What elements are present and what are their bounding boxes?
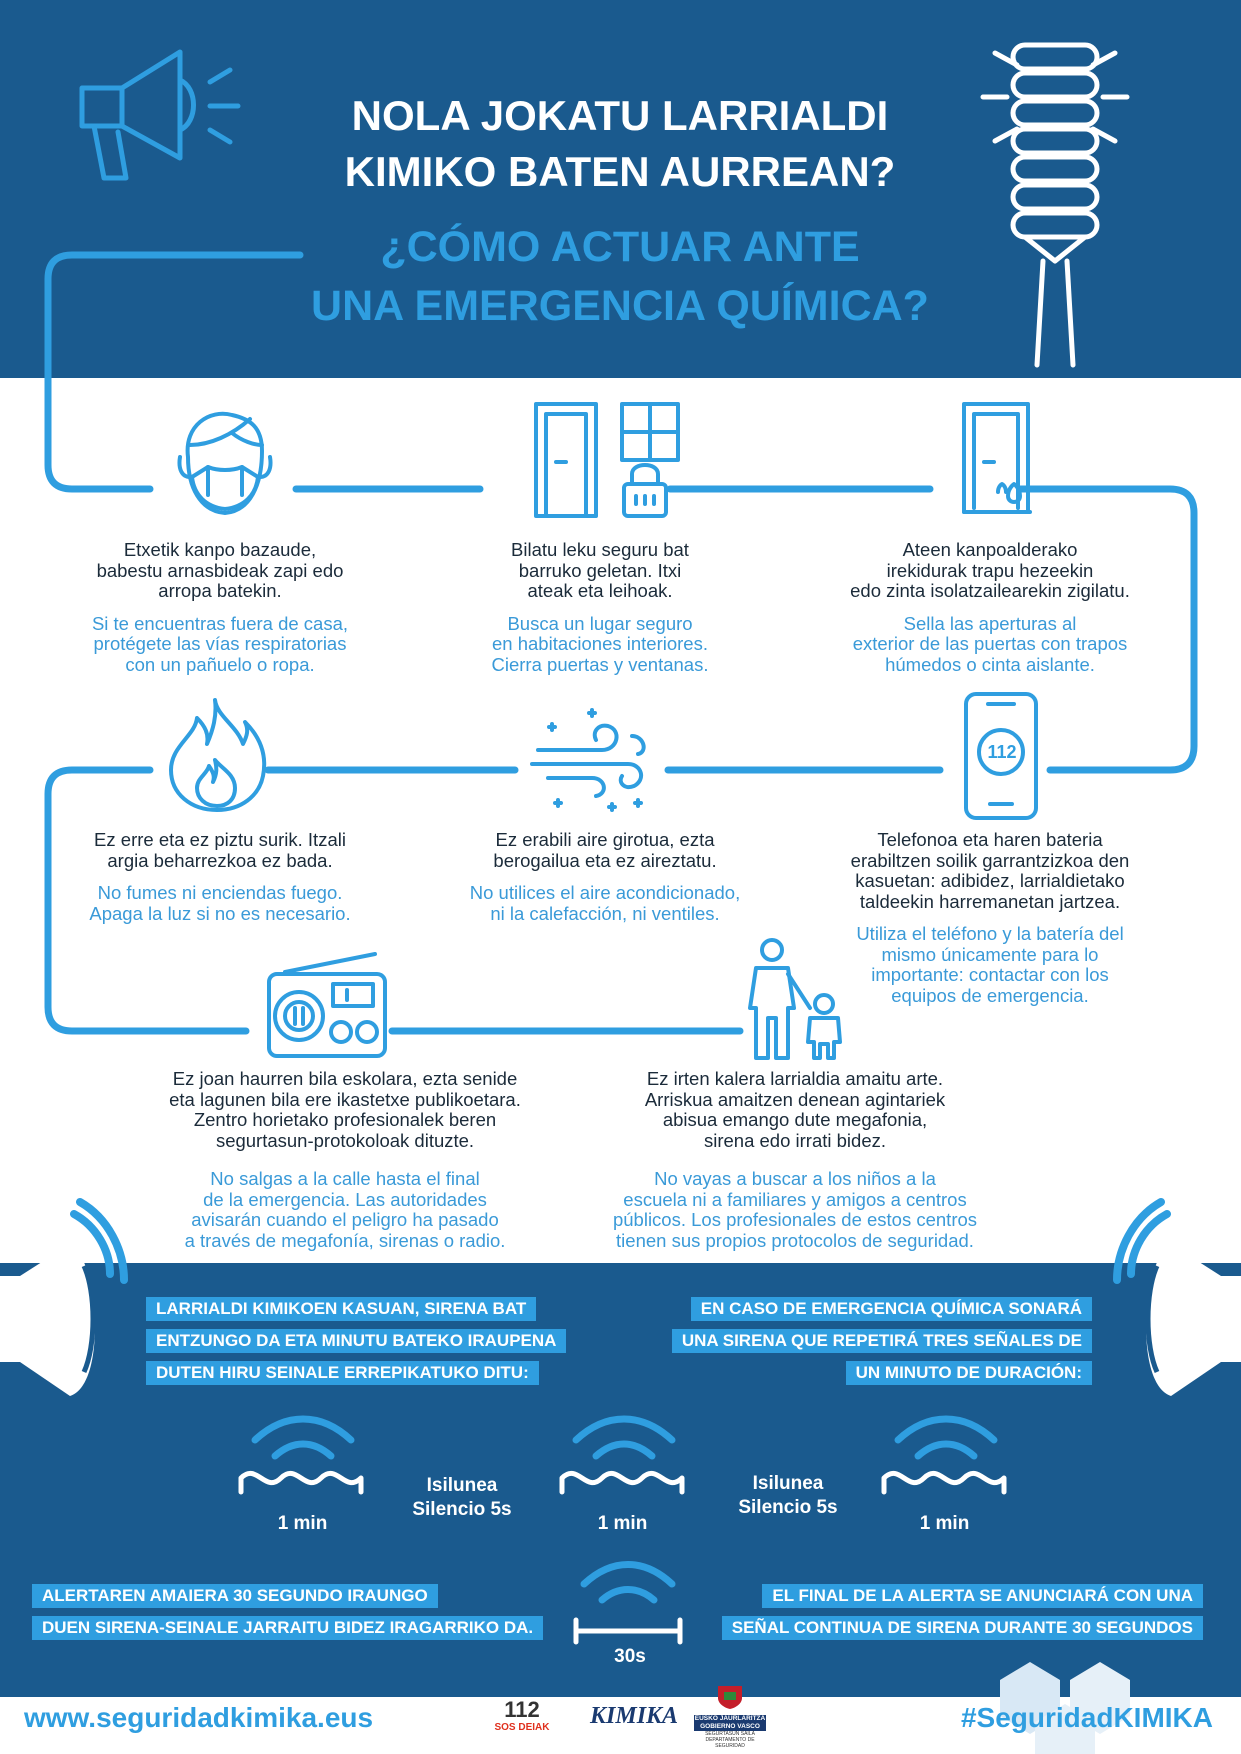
step-1-text xyxy=(60,540,380,675)
step-4-text xyxy=(55,830,385,924)
step-text-spanish xyxy=(820,924,1160,1006)
step-5-text xyxy=(440,830,770,924)
text-line: Cierra puertas y ventanas. xyxy=(491,653,709,675)
speaker-right-icon xyxy=(1081,1196,1241,1436)
speaker-left-icon xyxy=(0,1196,160,1436)
text-line: con un pañuelo o ropa. xyxy=(125,653,315,675)
text-line: Arriskua amaitzen denean agintariek xyxy=(644,1088,946,1110)
text-line: Ez erabili aire girotua, ezta xyxy=(495,829,715,850)
door-lock-icon xyxy=(532,400,682,520)
text-line: No utilices el aire acondicionado, xyxy=(469,882,741,903)
text-line: barruko geletan. Itxi xyxy=(518,559,682,581)
face-mask-icon xyxy=(170,405,280,520)
signal-duration-label: 1 min xyxy=(277,1513,328,1534)
step-text-spanish xyxy=(440,614,760,676)
text-line: taldeekin harremanetan jartzea. xyxy=(859,890,1121,912)
text-line: tienen sus propios protocolos de seguridad. xyxy=(616,1229,974,1251)
hashtag-label: #SeguridadKIMIKA xyxy=(960,1702,1213,1733)
text-line: Telefonoa eta haren bateria xyxy=(877,829,1103,850)
silence-label xyxy=(718,1472,858,1520)
text-line: equipos de emergencia. xyxy=(891,984,1089,1006)
kimika-logo: KIMIKA xyxy=(590,1703,679,1729)
text-line: erabiltzen soilik garrantzizkoa den xyxy=(850,849,1130,871)
title-spanish-line: UNA EMERGENCIA QUÍMICA? xyxy=(311,282,929,330)
step-text-spanish xyxy=(55,883,385,924)
step-text-basque xyxy=(125,1069,565,1151)
sos-deiak-112-logo xyxy=(472,1698,572,1734)
text-line: GOBIERNO VASCO xyxy=(700,1723,760,1730)
text-line: de la emergencia. Las autoridades xyxy=(203,1188,487,1210)
alert-end-basque: DUEN SIRENA-SEINALE JARRAITU BIDEZ IRAGARRIKO DA. xyxy=(32,1616,543,1640)
text-line: Sella las aperturas al xyxy=(903,612,1077,634)
text-line: DEPARTAMENTO DE SEGURIDAD xyxy=(705,1737,755,1749)
logo-112-number: 112 xyxy=(504,1697,540,1722)
basque-government-emblem-icon xyxy=(715,1684,745,1710)
step-text-basque xyxy=(820,830,1160,912)
step-text-basque xyxy=(585,1069,1005,1151)
text-line: públicos. Los profesionales de estos centros xyxy=(612,1209,978,1230)
step-7-text xyxy=(125,1069,565,1251)
text-line: Ez joan haurren bila eskolara, ezta senide xyxy=(172,1068,518,1089)
text-line: kasuetan: adibidez, larrialdietako xyxy=(855,870,1125,891)
alert-end-spanish: EL FINAL DE LA ALERTA SE ANUNCIARÁ CON UNA xyxy=(762,1584,1203,1608)
siren-signal-2-icon xyxy=(556,1410,692,1500)
phone-number-label: 112 xyxy=(987,742,1017,762)
text-line: No salgas a la calle hasta el final xyxy=(210,1168,480,1189)
alert-end-basque: ALERTAREN AMAIERA 30 SEGUNDO IRAUNGO xyxy=(32,1584,438,1608)
title-basque-line: KIMIKO BATEN AURREAN? xyxy=(344,148,896,195)
step-text-spanish xyxy=(815,614,1165,676)
text-line: berogailua eta ez aireztatu. xyxy=(493,849,717,871)
text-line: húmedos o cinta aislante. xyxy=(885,653,1095,675)
text-line: EUSKO JAURLARITZA xyxy=(694,1715,766,1722)
text-line: irekidurak trapu hezeekin xyxy=(886,559,1094,581)
siren-info-basque: ENTZUNGO DA ETA MINUTU BATEKO IRAUPENA xyxy=(146,1329,566,1353)
siren-info-spanish: EN CASO DE EMERGENCIA QUÍMICA SONARÁ xyxy=(691,1297,1092,1321)
text-line: Bilatu leku seguru bat xyxy=(511,539,689,560)
step-3-text xyxy=(815,540,1165,675)
text-line: argia beharrezkoa ez bada. xyxy=(107,849,333,871)
title-spanish-line: ¿CÓMO ACTUAR ANTE xyxy=(380,223,860,271)
step-text-spanish xyxy=(585,1169,1005,1251)
step-text-basque xyxy=(815,540,1165,602)
government-name xyxy=(694,1715,766,1731)
alert-end-spanish: SEÑAL CONTINUA DE SIRENA DURANTE 30 SEGUNDOS xyxy=(722,1616,1203,1640)
website-link[interactable]: www.seguridadkimika.eus xyxy=(24,1702,374,1733)
continuous-duration-label: 30s xyxy=(614,1646,646,1667)
text-line: avisarán cuando el peligro ha pasado xyxy=(191,1209,499,1230)
text-line: Ez erre eta ez piztu surik. Itzali xyxy=(94,829,346,850)
title-basque-line: NOLA JOKATU LARRIALDI xyxy=(351,92,889,139)
step-text-spanish xyxy=(440,883,770,924)
text-line: segurtasun-protokoloak dituzte. xyxy=(215,1129,475,1151)
step-2-text xyxy=(440,540,760,675)
signal-duration-label: 1 min xyxy=(919,1513,970,1534)
text-line: Ateen kanpoalderako xyxy=(902,539,1078,560)
text-line: a través de megafonía, sirenas o radio. xyxy=(184,1229,506,1251)
text-line: Apaga la luz si no es necesario. xyxy=(89,902,351,924)
silence-label-basque: Isilunea xyxy=(752,1473,824,1494)
text-line: Etxetik kanpo bazaude, xyxy=(123,539,317,560)
silence-label xyxy=(392,1474,532,1522)
department-name xyxy=(694,1731,766,1749)
text-line: Si te encuentras fuera de casa, xyxy=(91,612,349,634)
signal-duration-label: 1 min xyxy=(597,1513,648,1534)
wind-air-icon xyxy=(528,700,654,818)
text-line: Zentro horietako profesionalek beren xyxy=(193,1109,497,1130)
text-line: protégete las vías respiratorias xyxy=(93,633,347,654)
siren-info-spanish: UN MINUTO DE DURACIÓN: xyxy=(846,1361,1092,1385)
text-line: eta lagunen bila ere ikastetxe publikoetara. xyxy=(169,1088,521,1110)
text-line: arropa batekin. xyxy=(158,580,282,601)
fire-icon xyxy=(165,696,270,814)
radio-icon xyxy=(265,952,389,1060)
text-line: ateak eta leihoak. xyxy=(527,580,673,601)
silence-label-spanish: Silencio 5s xyxy=(738,1497,838,1518)
silence-label-spanish: Silencio 5s xyxy=(412,1499,512,1520)
step-text-basque xyxy=(440,830,770,871)
step-8-text xyxy=(585,1069,1005,1251)
siren-info-basque: LARRIALDI KIMIKOEN KASUAN, SIRENA BAT xyxy=(146,1297,536,1321)
step-text-basque xyxy=(440,540,760,602)
text-line: Busca un lugar seguro xyxy=(507,612,693,634)
step-text-basque xyxy=(55,830,385,871)
text-line: No vayas a buscar a los niños a la xyxy=(654,1168,936,1189)
siren-signal-1-icon xyxy=(235,1410,371,1500)
text-line: sirena edo irrati bidez. xyxy=(703,1129,886,1151)
text-line: abisua emango dute megafonia, xyxy=(662,1109,928,1130)
step-6-text xyxy=(820,830,1160,1006)
text-line: edo zinta isolatzailearekin zigilatu. xyxy=(850,580,1130,601)
step-text-spanish xyxy=(60,614,380,676)
text-line: ni la calefacción, ni ventiles. xyxy=(490,902,720,924)
text-line: Ez irten kalera larrialdia amaitu arte. xyxy=(646,1068,944,1089)
logo-112-subtitle: SOS DEIAK xyxy=(494,1722,550,1733)
text-line: mismo únicamente para lo xyxy=(881,943,1099,965)
text-line: importante: contactar con los xyxy=(871,964,1109,985)
text-line: en habitaciones interiores. xyxy=(492,633,708,654)
text-line: exterior de las puertas con trapos xyxy=(852,633,1128,654)
door-sealed-icon xyxy=(960,400,1036,520)
step-text-spanish xyxy=(125,1169,565,1251)
siren-signal-3-icon xyxy=(878,1410,1014,1500)
text-line: No fumes ni enciendas fuego. xyxy=(97,882,343,903)
siren-continuous-icon xyxy=(568,1554,688,1644)
basque-government-logo xyxy=(694,1684,766,1749)
text-line: escuela ni a familiares y amigos a centros xyxy=(623,1188,967,1210)
siren-info-basque: DUTEN HIRU SEINALE ERREPIKATUKO DITU: xyxy=(146,1361,539,1385)
text-line: Utiliza el teléfono y la batería del xyxy=(856,923,1124,944)
siren-info-spanish: UNA SIRENA QUE REPETIRÁ TRES SEÑALES DE xyxy=(672,1329,1092,1353)
text-line: SEGURTASUN SAILA xyxy=(705,1731,755,1737)
silence-label-basque: Isilunea xyxy=(426,1475,498,1496)
step-text-basque xyxy=(60,540,380,602)
text-line: babestu arnasbideak zapi edo xyxy=(96,559,344,581)
